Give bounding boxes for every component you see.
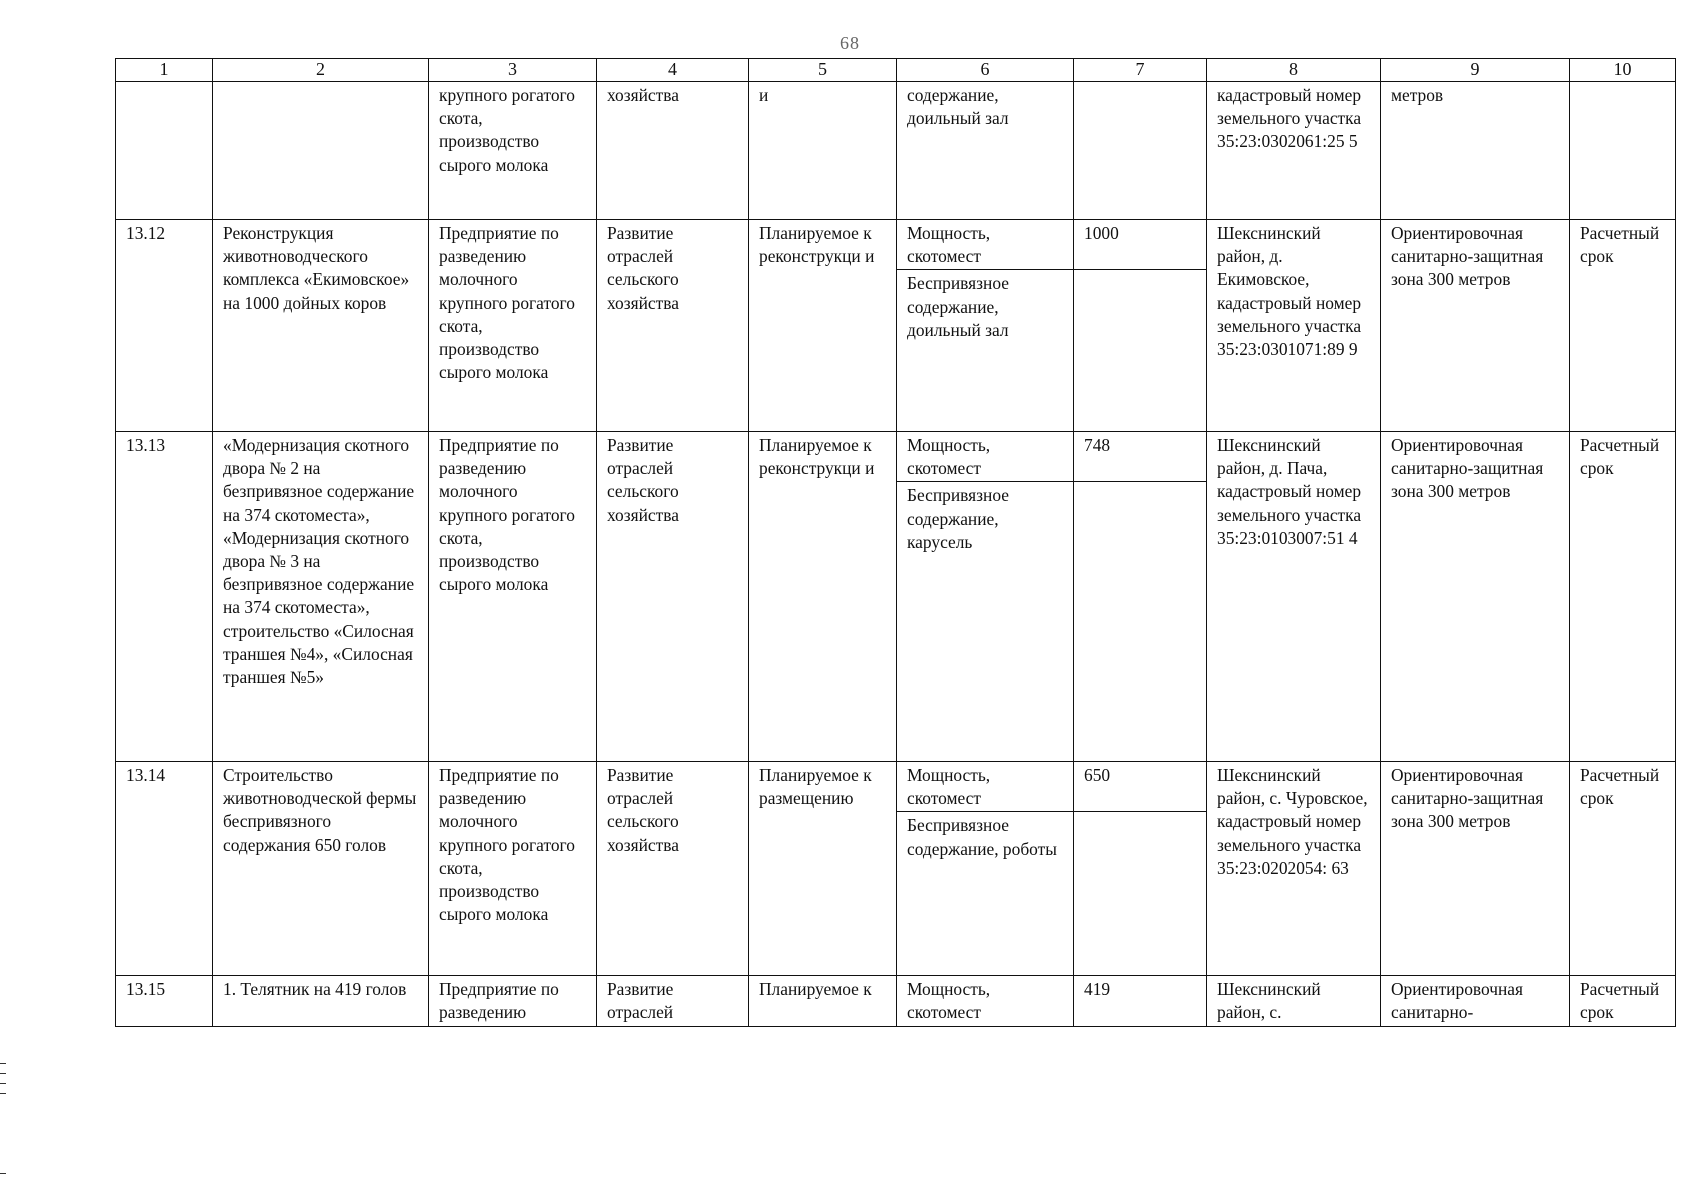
cell-location: Шекснинский район, д. Екимовское, кадастровый номер земельного участка 35:23:0301071:89 9 <box>1207 220 1381 432</box>
cell-purpose: Предприятие по разведению <box>429 976 597 1027</box>
cell-term <box>1570 82 1676 220</box>
header-cell: 4 <box>597 59 749 82</box>
cell-purpose: Предприятие по разведению молочного крупного рогатого скота, производство сырого молока <box>429 220 597 432</box>
cell-num: 13.13 <box>116 432 213 762</box>
cell-param: содержание, доильный зал <box>897 82 1074 220</box>
cell-value <box>1074 82 1207 220</box>
continuation-row <box>116 82 1676 220</box>
cell-category: Развитие отраслей <box>597 976 749 1027</box>
cell-purpose: Предприятие по разведению молочного крупного рогатого скота, производство сырого молока <box>429 432 597 762</box>
cell-purpose: крупного рогатого скота, производство сырого молока <box>429 82 597 220</box>
cell-category: Развитие отраслей сельского хозяйства <box>597 762 749 976</box>
header-cell: 6 <box>897 59 1074 82</box>
param-primary: Мощность, скотомест <box>897 432 1073 482</box>
cell-status: и <box>749 82 897 220</box>
cell-num: 13.12 <box>116 220 213 432</box>
cell-values <box>1074 220 1207 432</box>
cell-category: Развитие отраслей сельского хозяйства <box>597 220 749 432</box>
cell-location: Шекснинский район, с. <box>1207 976 1381 1027</box>
table-row <box>116 976 1676 1027</box>
cell-values <box>1074 762 1207 976</box>
page-number: 68 <box>840 33 860 53</box>
header-cell: 10 <box>1570 59 1676 82</box>
binding-mark <box>0 1093 6 1094</box>
cell-purpose: Предприятие по разведению молочного крупного рогатого скота, производство сырого молока <box>429 762 597 976</box>
param-secondary: Беспривязное содержание, роботы <box>907 815 1057 859</box>
binding-mark <box>0 1173 6 1174</box>
value-primary: 1000 <box>1074 220 1206 270</box>
cell-term: Расчетный срок <box>1570 432 1676 762</box>
cell-zone: Ориентировочная санитарно-защитная зона 300 метров <box>1381 432 1570 762</box>
cell-name: «Модернизация скотного двора № 2 на безпривязное содержание на 374 скотоместа», «Модернизация скотного двора № 3 на безпривязное содержание на 374 скотоместа», строительство «Силосная траншея №4», «Силосная траншея №5» <box>213 432 429 762</box>
header-cell: 8 <box>1207 59 1381 82</box>
cell-name: 1. Телятник на 419 голов <box>213 976 429 1027</box>
cell-zone: Ориентировочная санитарно- <box>1381 976 1570 1027</box>
header-cell: 1 <box>116 59 213 82</box>
binding-mark <box>0 1073 6 1074</box>
binding-mark <box>0 1083 6 1084</box>
param-secondary: Беспривязное содержание, карусель <box>907 485 1009 552</box>
header-cell: 5 <box>749 59 897 82</box>
header-cell: 2 <box>213 59 429 82</box>
cell-location: Шекснинский район, с. Чуровское, кадастровый номер земельного участка 35:23:0202054: 63 <box>1207 762 1381 976</box>
table-row <box>116 762 1676 976</box>
table-row <box>116 432 1676 762</box>
cell-zone: метров <box>1381 82 1570 220</box>
cell-zone: Ориентировочная санитарно-защитная зона 300 метров <box>1381 762 1570 976</box>
cell-params <box>897 220 1074 432</box>
cell-status: Планируемое к реконструкци и <box>749 220 897 432</box>
value-secondary <box>1084 812 1196 814</box>
cell-term: Расчетный срок <box>1570 762 1676 976</box>
param-primary: Мощность, скотомест <box>897 762 1073 812</box>
header-cell: 3 <box>429 59 597 82</box>
cell-status: Планируемое к размещению <box>749 762 897 976</box>
cell-status: Планируемое к реконструкци и <box>749 432 897 762</box>
value-primary: 650 <box>1074 762 1206 812</box>
value-primary: 748 <box>1074 432 1206 482</box>
value-secondary <box>1084 270 1196 272</box>
cell-num: 13.14 <box>116 762 213 976</box>
cell-location: кадастровый номер земельного участка 35:23:0302061:25 5 <box>1207 82 1381 220</box>
cell-num <box>116 82 213 220</box>
header-cell: 7 <box>1074 59 1207 82</box>
cell-category: хозяйства <box>597 82 749 220</box>
cell-values <box>1074 432 1207 762</box>
cell-term: Расчетный срок <box>1570 976 1676 1027</box>
param-primary: Мощность, скотомест <box>897 220 1073 270</box>
cell-num: 13.15 <box>116 976 213 1027</box>
param-secondary: Беспривязное содержание, доильный зал <box>907 273 1009 340</box>
objects-table <box>115 58 1676 1027</box>
cell-zone: Ориентировочная санитарно-защитная зона 300 метров <box>1381 220 1570 432</box>
header-row <box>116 59 1676 82</box>
cell-location: Шекснинский район, д. Пача, кадастровый номер земельного участка 35:23:0103007:51 4 <box>1207 432 1381 762</box>
cell-params <box>897 976 1074 1027</box>
cell-status: Планируемое к <box>749 976 897 1027</box>
value-secondary <box>1084 482 1196 484</box>
cell-name: Строительство животноводческой фермы беспривязного содержания 650 голов <box>213 762 429 976</box>
cell-params <box>897 762 1074 976</box>
table-row <box>116 220 1676 432</box>
cell-value: 419 <box>1074 976 1207 1027</box>
cell-category: Развитие отраслей сельского хозяйства <box>597 432 749 762</box>
cell-params <box>897 432 1074 762</box>
param-primary: Мощность, скотомест <box>907 979 991 1023</box>
binding-mark <box>0 1063 6 1064</box>
header-cell: 9 <box>1381 59 1570 82</box>
cell-name <box>213 82 429 220</box>
cell-term: Расчетный срок <box>1570 220 1676 432</box>
cell-name: Реконструкция животноводческого комплекса «Екимовское» на 1000 дойных коров <box>213 220 429 432</box>
